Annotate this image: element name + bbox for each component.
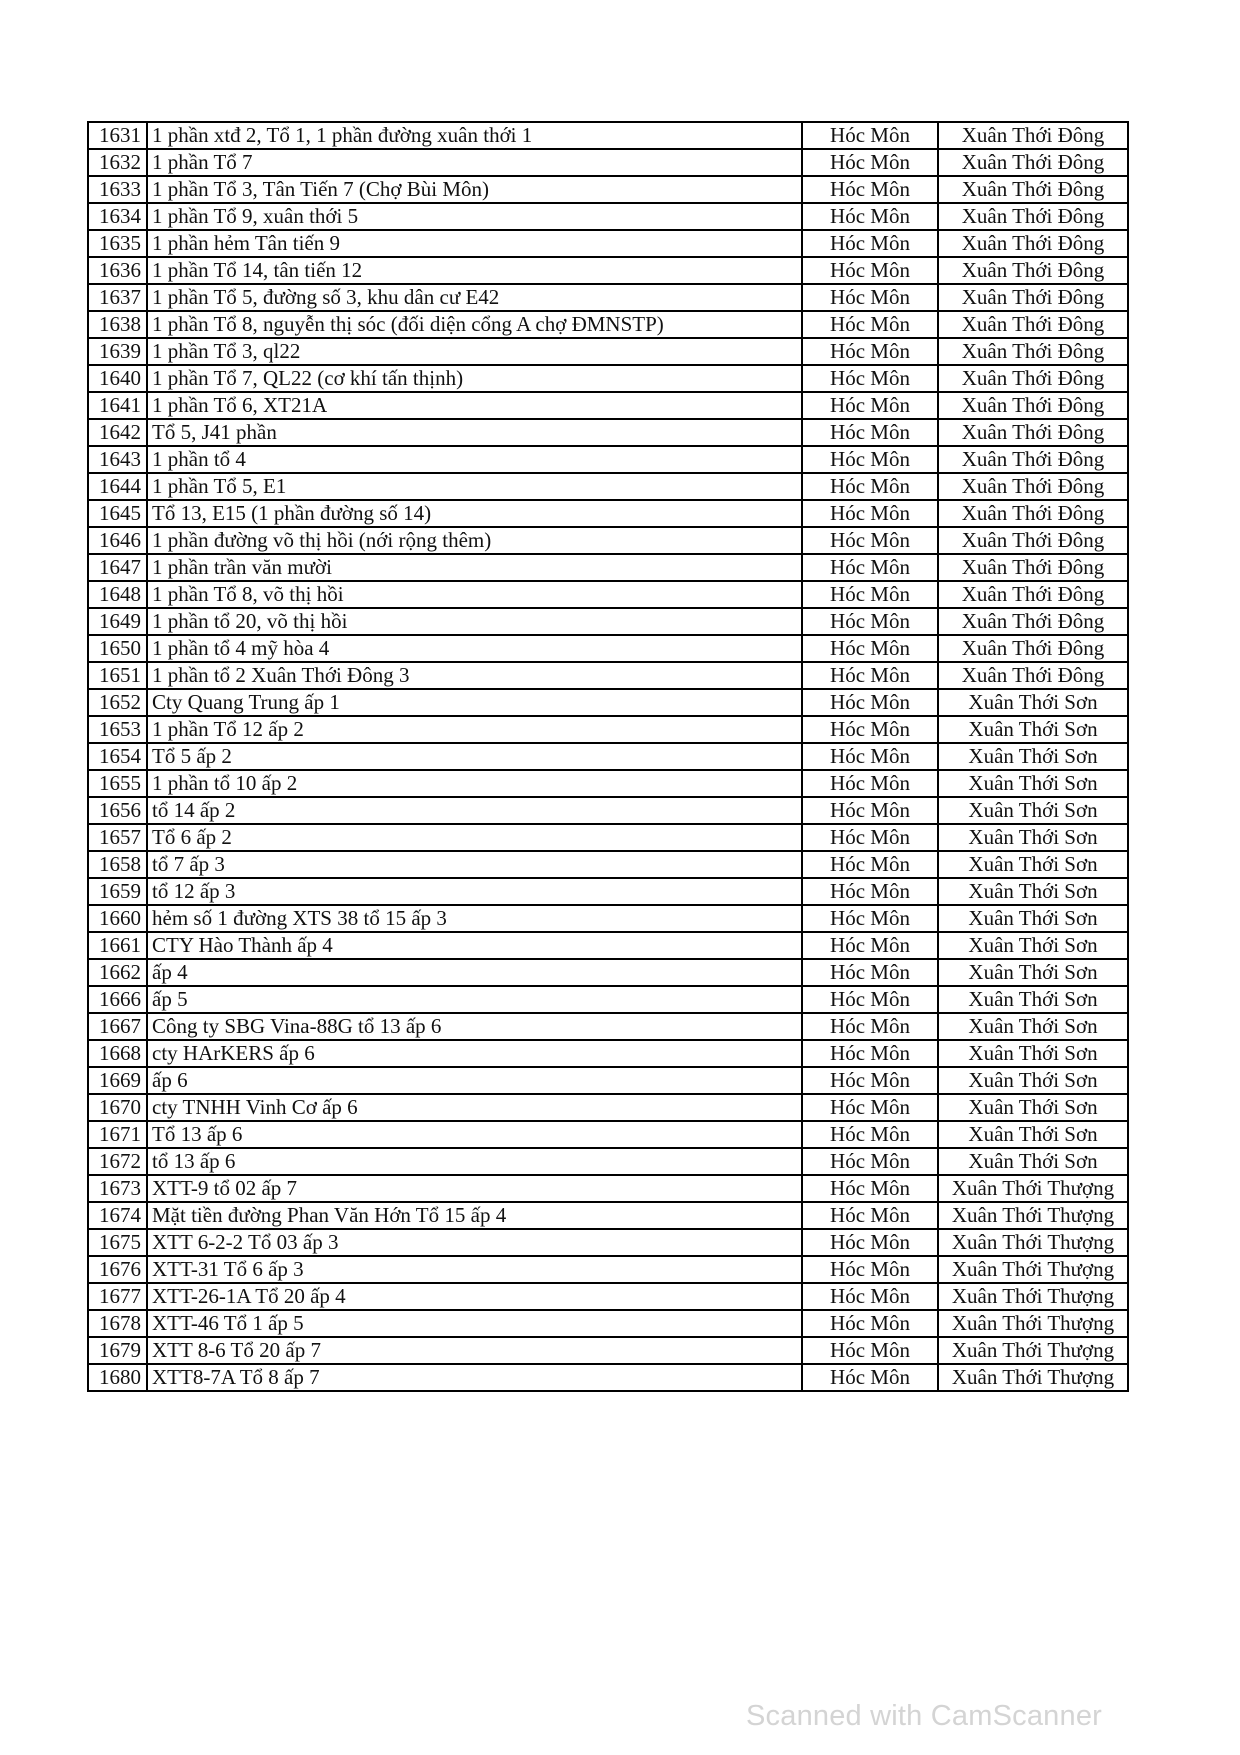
- row-number-cell: 1672: [88, 1148, 147, 1175]
- row-number-cell: 1646: [88, 527, 147, 554]
- table-row: [88, 527, 1128, 554]
- table-row: [88, 608, 1128, 635]
- area-cell: XTT 6-2-2 Tổ 03 ấp 3: [147, 1229, 802, 1256]
- ward-cell: Xuân Thới Sơn: [938, 1040, 1128, 1067]
- table-row: [88, 1256, 1128, 1283]
- area-cell: 1 phần Tổ 8, võ thị hồi: [147, 581, 802, 608]
- ward-cell: Xuân Thới Đông: [938, 176, 1128, 203]
- row-number-cell: 1661: [88, 932, 147, 959]
- ward-cell: Xuân Thới Đông: [938, 203, 1128, 230]
- table-row: [88, 905, 1128, 932]
- table-row: [88, 122, 1128, 149]
- row-number-cell: 1677: [88, 1283, 147, 1310]
- location-table: [87, 121, 1129, 1392]
- table-row: [88, 635, 1128, 662]
- district-cell: Hóc Môn: [802, 500, 938, 527]
- district-cell: Hóc Môn: [802, 1229, 938, 1256]
- ward-cell: Xuân Thới Đông: [938, 122, 1128, 149]
- district-cell: Hóc Môn: [802, 986, 938, 1013]
- row-number-cell: 1657: [88, 824, 147, 851]
- table-body: [88, 122, 1128, 1391]
- ward-cell: Xuân Thới Đông: [938, 257, 1128, 284]
- row-number-cell: 1673: [88, 1175, 147, 1202]
- area-cell: Tổ 13, E15 (1 phần đường số 14): [147, 500, 802, 527]
- district-cell: Hóc Môn: [802, 662, 938, 689]
- table-row: [88, 959, 1128, 986]
- row-number-cell: 1650: [88, 635, 147, 662]
- row-number-cell: 1644: [88, 473, 147, 500]
- table-row: [88, 851, 1128, 878]
- table-row: [88, 1202, 1128, 1229]
- district-cell: Hóc Môn: [802, 1175, 938, 1202]
- table-row: [88, 824, 1128, 851]
- row-number-cell: 1679: [88, 1337, 147, 1364]
- row-number-cell: 1655: [88, 770, 147, 797]
- row-number-cell: 1676: [88, 1256, 147, 1283]
- table-row: [88, 662, 1128, 689]
- table-row: [88, 1067, 1128, 1094]
- area-cell: 1 phần Tổ 5, E1: [147, 473, 802, 500]
- area-cell: 1 phần Tổ 5, đường số 3, khu dân cư E42: [147, 284, 802, 311]
- district-cell: Hóc Môn: [802, 1067, 938, 1094]
- area-cell: Mặt tiền đường Phan Văn Hớn Tổ 15 ấp 4: [147, 1202, 802, 1229]
- ward-cell: Xuân Thới Thượng: [938, 1364, 1128, 1391]
- area-cell: tổ 12 ấp 3: [147, 878, 802, 905]
- ward-cell: Xuân Thới Sơn: [938, 959, 1128, 986]
- row-number-cell: 1667: [88, 1013, 147, 1040]
- row-number-cell: 1660: [88, 905, 147, 932]
- table-row: [88, 986, 1128, 1013]
- district-cell: Hóc Môn: [802, 1013, 938, 1040]
- area-cell: XTT 8-6 Tổ 20 ấp 7: [147, 1337, 802, 1364]
- ward-cell: Xuân Thới Đông: [938, 392, 1128, 419]
- ward-cell: Xuân Thới Đông: [938, 419, 1128, 446]
- ward-cell: Xuân Thới Đông: [938, 446, 1128, 473]
- row-number-cell: 1634: [88, 203, 147, 230]
- table-row: [88, 1229, 1128, 1256]
- row-number-cell: 1648: [88, 581, 147, 608]
- ward-cell: Xuân Thới Sơn: [938, 1121, 1128, 1148]
- district-cell: Hóc Môn: [802, 1148, 938, 1175]
- table-row: [88, 473, 1128, 500]
- ward-cell: Xuân Thới Đông: [938, 554, 1128, 581]
- district-cell: Hóc Môn: [802, 365, 938, 392]
- area-cell: Tổ 5 ấp 2: [147, 743, 802, 770]
- row-number-cell: 1652: [88, 689, 147, 716]
- table-row: [88, 1337, 1128, 1364]
- ward-cell: Xuân Thới Thượng: [938, 1202, 1128, 1229]
- row-number-cell: 1637: [88, 284, 147, 311]
- district-cell: Hóc Môn: [802, 203, 938, 230]
- ward-cell: Xuân Thới Đông: [938, 635, 1128, 662]
- table-row: [88, 203, 1128, 230]
- district-cell: Hóc Môn: [802, 959, 938, 986]
- district-cell: Hóc Môn: [802, 1094, 938, 1121]
- table-row: [88, 257, 1128, 284]
- ward-cell: Xuân Thới Thượng: [938, 1283, 1128, 1310]
- ward-cell: Xuân Thới Đông: [938, 608, 1128, 635]
- area-cell: tổ 13 ấp 6: [147, 1148, 802, 1175]
- district-cell: Hóc Môn: [802, 635, 938, 662]
- camscanner-watermark: Scanned with CamScanner: [746, 1700, 1103, 1732]
- row-number-cell: 1645: [88, 500, 147, 527]
- area-cell: XTT-31 Tổ 6 ấp 3: [147, 1256, 802, 1283]
- row-number-cell: 1675: [88, 1229, 147, 1256]
- row-number-cell: 1642: [88, 419, 147, 446]
- district-cell: Hóc Môn: [802, 338, 938, 365]
- row-number-cell: 1668: [88, 1040, 147, 1067]
- row-number-cell: 1680: [88, 1364, 147, 1391]
- district-cell: Hóc Môn: [802, 770, 938, 797]
- row-number-cell: 1678: [88, 1310, 147, 1337]
- row-number-cell: 1641: [88, 392, 147, 419]
- area-cell: Cty Quang Trung ấp 1: [147, 689, 802, 716]
- table-row: [88, 446, 1128, 473]
- row-number-cell: 1636: [88, 257, 147, 284]
- district-cell: Hóc Môn: [802, 1121, 938, 1148]
- district-cell: Hóc Môn: [802, 1040, 938, 1067]
- ward-cell: Xuân Thới Sơn: [938, 986, 1128, 1013]
- district-cell: Hóc Môn: [802, 284, 938, 311]
- district-cell: Hóc Môn: [802, 824, 938, 851]
- ward-cell: Xuân Thới Sơn: [938, 1013, 1128, 1040]
- row-number-cell: 1674: [88, 1202, 147, 1229]
- table-row: [88, 1094, 1128, 1121]
- district-cell: Hóc Môn: [802, 554, 938, 581]
- row-number-cell: 1651: [88, 662, 147, 689]
- row-number-cell: 1631: [88, 122, 147, 149]
- table-row: [88, 878, 1128, 905]
- district-cell: Hóc Môn: [802, 689, 938, 716]
- district-cell: Hóc Môn: [802, 1364, 938, 1391]
- area-cell: ấp 6: [147, 1067, 802, 1094]
- district-cell: Hóc Môn: [802, 311, 938, 338]
- area-cell: ấp 5: [147, 986, 802, 1013]
- table-row: [88, 500, 1128, 527]
- area-cell: Tổ 13 ấp 6: [147, 1121, 802, 1148]
- area-cell: ấp 4: [147, 959, 802, 986]
- ward-cell: Xuân Thới Đông: [938, 230, 1128, 257]
- ward-cell: Xuân Thới Đông: [938, 284, 1128, 311]
- district-cell: Hóc Môn: [802, 905, 938, 932]
- table-row: [88, 1310, 1128, 1337]
- ward-cell: Xuân Thới Đông: [938, 500, 1128, 527]
- area-cell: 1 phần Tổ 9, xuân thới 5: [147, 203, 802, 230]
- district-cell: Hóc Môn: [802, 257, 938, 284]
- ward-cell: Xuân Thới Sơn: [938, 851, 1128, 878]
- table-row: [88, 932, 1128, 959]
- area-cell: 1 phần tổ 10 ấp 2: [147, 770, 802, 797]
- row-number-cell: 1638: [88, 311, 147, 338]
- area-cell: 1 phần hẻm Tân tiến 9: [147, 230, 802, 257]
- district-cell: Hóc Môn: [802, 419, 938, 446]
- area-cell: cty TNHH Vinh Cơ ấp 6: [147, 1094, 802, 1121]
- row-number-cell: 1654: [88, 743, 147, 770]
- area-cell: 1 phần Tổ 3, ql22: [147, 338, 802, 365]
- area-cell: 1 phần tổ 2 Xuân Thới Đông 3: [147, 662, 802, 689]
- area-cell: 1 phần Tổ 7: [147, 149, 802, 176]
- district-cell: Hóc Môn: [802, 581, 938, 608]
- area-cell: 1 phần Tổ 14, tân tiến 12: [147, 257, 802, 284]
- ward-cell: Xuân Thới Thượng: [938, 1337, 1128, 1364]
- row-number-cell: 1633: [88, 176, 147, 203]
- ward-cell: Xuân Thới Sơn: [938, 770, 1128, 797]
- ward-cell: Xuân Thới Sơn: [938, 1067, 1128, 1094]
- area-cell: 1 phần xtđ 2, Tổ 1, 1 phần đường xuân thới 1: [147, 122, 802, 149]
- district-cell: Hóc Môn: [802, 716, 938, 743]
- document-table-container: [87, 121, 1127, 1392]
- row-number-cell: 1647: [88, 554, 147, 581]
- area-cell: XTT-9 tổ 02 ấp 7: [147, 1175, 802, 1202]
- ward-cell: Xuân Thới Thượng: [938, 1310, 1128, 1337]
- ward-cell: Xuân Thới Thượng: [938, 1256, 1128, 1283]
- ward-cell: Xuân Thới Đông: [938, 473, 1128, 500]
- table-row: [88, 149, 1128, 176]
- district-cell: Hóc Môn: [802, 851, 938, 878]
- row-number-cell: 1640: [88, 365, 147, 392]
- ward-cell: Xuân Thới Đông: [938, 338, 1128, 365]
- ward-cell: Xuân Thới Đông: [938, 581, 1128, 608]
- district-cell: Hóc Môn: [802, 878, 938, 905]
- ward-cell: Xuân Thới Sơn: [938, 824, 1128, 851]
- row-number-cell: 1643: [88, 446, 147, 473]
- row-number-cell: 1659: [88, 878, 147, 905]
- area-cell: CTY Hào Thành ấp 4: [147, 932, 802, 959]
- area-cell: 1 phần Tổ 8, nguyễn thị sóc (đối diện cổng A chợ ĐMNSTP): [147, 311, 802, 338]
- area-cell: Tổ 6 ấp 2: [147, 824, 802, 851]
- area-cell: XTT8-7A Tổ 8 ấp 7: [147, 1364, 802, 1391]
- ward-cell: Xuân Thới Sơn: [938, 878, 1128, 905]
- district-cell: Hóc Môn: [802, 527, 938, 554]
- district-cell: Hóc Môn: [802, 1337, 938, 1364]
- table-row: [88, 1121, 1128, 1148]
- table-row: [88, 689, 1128, 716]
- row-number-cell: 1658: [88, 851, 147, 878]
- district-cell: Hóc Môn: [802, 176, 938, 203]
- row-number-cell: 1671: [88, 1121, 147, 1148]
- ward-cell: Xuân Thới Đông: [938, 527, 1128, 554]
- district-cell: Hóc Môn: [802, 392, 938, 419]
- table-row: [88, 419, 1128, 446]
- table-row: [88, 230, 1128, 257]
- ward-cell: Xuân Thới Sơn: [938, 1148, 1128, 1175]
- district-cell: Hóc Môn: [802, 446, 938, 473]
- table-row: [88, 743, 1128, 770]
- area-cell: 1 phần Tổ 7, QL22 (cơ khí tấn thịnh): [147, 365, 802, 392]
- district-cell: Hóc Môn: [802, 149, 938, 176]
- area-cell: 1 phần tổ 4 mỹ hòa 4: [147, 635, 802, 662]
- ward-cell: Xuân Thới Sơn: [938, 905, 1128, 932]
- area-cell: 1 phần trần văn mười: [147, 554, 802, 581]
- table-row: [88, 1040, 1128, 1067]
- area-cell: cty HArKERS ấp 6: [147, 1040, 802, 1067]
- area-cell: Tổ 5, J41 phần: [147, 419, 802, 446]
- row-number-cell: 1666: [88, 986, 147, 1013]
- row-number-cell: 1669: [88, 1067, 147, 1094]
- table-row: [88, 581, 1128, 608]
- ward-cell: Xuân Thới Thượng: [938, 1229, 1128, 1256]
- district-cell: Hóc Môn: [802, 797, 938, 824]
- table-row: [88, 1283, 1128, 1310]
- district-cell: Hóc Môn: [802, 1202, 938, 1229]
- area-cell: tổ 7 ấp 3: [147, 851, 802, 878]
- row-number-cell: 1653: [88, 716, 147, 743]
- district-cell: Hóc Môn: [802, 1310, 938, 1337]
- ward-cell: Xuân Thới Đông: [938, 149, 1128, 176]
- table-row: [88, 311, 1128, 338]
- area-cell: 1 phần tổ 4: [147, 446, 802, 473]
- district-cell: Hóc Môn: [802, 473, 938, 500]
- row-number-cell: 1670: [88, 1094, 147, 1121]
- ward-cell: Xuân Thới Sơn: [938, 743, 1128, 770]
- area-cell: tổ 14 ấp 2: [147, 797, 802, 824]
- row-number-cell: 1656: [88, 797, 147, 824]
- table-row: [88, 716, 1128, 743]
- table-row: [88, 770, 1128, 797]
- table-row: [88, 554, 1128, 581]
- table-row: [88, 392, 1128, 419]
- area-cell: Công ty SBG Vina-88G tổ 13 ấp 6: [147, 1013, 802, 1040]
- table-row: [88, 1175, 1128, 1202]
- ward-cell: Xuân Thới Sơn: [938, 1094, 1128, 1121]
- area-cell: 1 phần Tổ 6, XT21A: [147, 392, 802, 419]
- ward-cell: Xuân Thới Thượng: [938, 1175, 1128, 1202]
- table-row: [88, 176, 1128, 203]
- area-cell: 1 phần Tổ 12 ấp 2: [147, 716, 802, 743]
- row-number-cell: 1662: [88, 959, 147, 986]
- district-cell: Hóc Môn: [802, 932, 938, 959]
- ward-cell: Xuân Thới Sơn: [938, 932, 1128, 959]
- area-cell: 1 phần đường võ thị hồi (nới rộng thêm): [147, 527, 802, 554]
- table-row: [88, 338, 1128, 365]
- district-cell: Hóc Môn: [802, 1283, 938, 1310]
- table-row: [88, 1013, 1128, 1040]
- row-number-cell: 1635: [88, 230, 147, 257]
- ward-cell: Xuân Thới Sơn: [938, 797, 1128, 824]
- district-cell: Hóc Môn: [802, 122, 938, 149]
- district-cell: Hóc Môn: [802, 608, 938, 635]
- row-number-cell: 1649: [88, 608, 147, 635]
- area-cell: hẻm số 1 đường XTS 38 tổ 15 ấp 3: [147, 905, 802, 932]
- district-cell: Hóc Môn: [802, 230, 938, 257]
- area-cell: XTT-26-1A Tổ 20 ấp 4: [147, 1283, 802, 1310]
- ward-cell: Xuân Thới Sơn: [938, 716, 1128, 743]
- row-number-cell: 1639: [88, 338, 147, 365]
- table-row: [88, 1148, 1128, 1175]
- ward-cell: Xuân Thới Đông: [938, 365, 1128, 392]
- table-row: [88, 1364, 1128, 1391]
- area-cell: 1 phần Tổ 3, Tân Tiến 7 (Chợ Bùi Môn): [147, 176, 802, 203]
- district-cell: Hóc Môn: [802, 743, 938, 770]
- ward-cell: Xuân Thới Đông: [938, 662, 1128, 689]
- ward-cell: Xuân Thới Sơn: [938, 689, 1128, 716]
- area-cell: 1 phần tổ 20, võ thị hồi: [147, 608, 802, 635]
- table-row: [88, 284, 1128, 311]
- table-row: [88, 365, 1128, 392]
- ward-cell: Xuân Thới Đông: [938, 311, 1128, 338]
- table-row: [88, 797, 1128, 824]
- district-cell: Hóc Môn: [802, 1256, 938, 1283]
- row-number-cell: 1632: [88, 149, 147, 176]
- area-cell: XTT-46 Tổ 1 ấp 5: [147, 1310, 802, 1337]
